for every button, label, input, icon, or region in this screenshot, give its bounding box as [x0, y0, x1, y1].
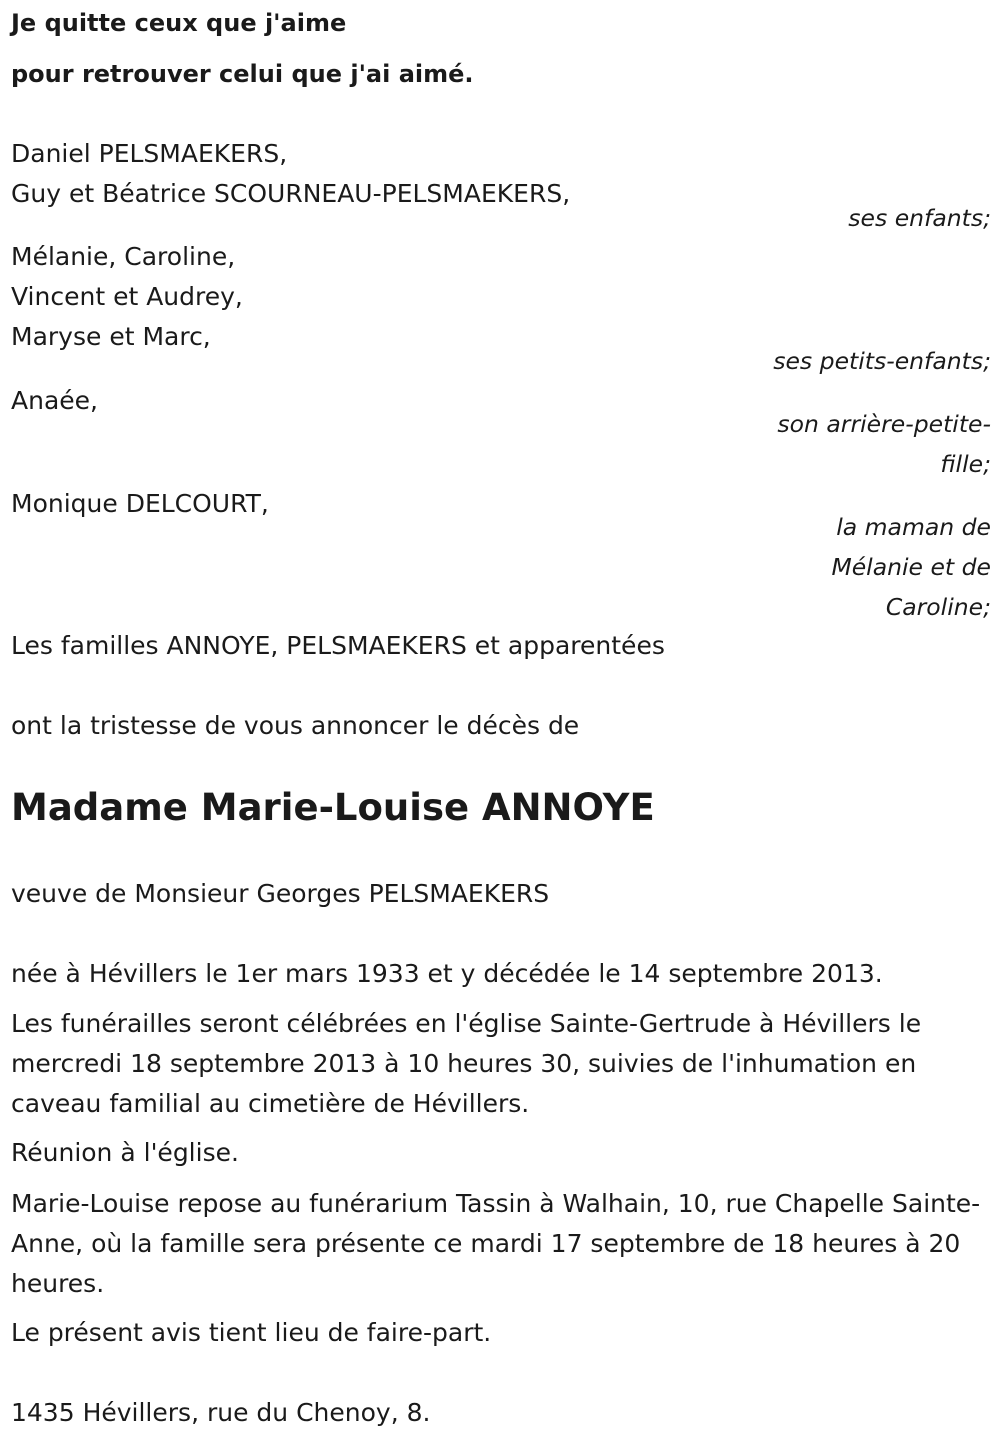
epigraph-line-2: pour retrouver celui que j'ai aimé.	[11, 60, 474, 88]
mother-relation-line-2: Mélanie et de	[831, 553, 991, 581]
address-line: 1435 Hévillers, rue du Chenoy, 8.	[11, 1398, 431, 1427]
great-grandchild-names	[11, 381, 98, 421]
mother-relation-line-3: Caroline;	[885, 593, 991, 621]
widow-of-line: veuve de Monsieur Georges PELSMAEKERS	[11, 879, 550, 908]
child-name: Guy et Béatrice SCOURNEAU-PELSMAEKERS,	[11, 179, 571, 208]
children-relation: ses enfants;	[848, 204, 991, 232]
announcement-line: ont la tristesse de vous annoncer le décès de	[11, 711, 580, 740]
obituary-notice	[11, 0, 991, 1448]
mother-names	[11, 484, 269, 524]
viewing-paragraph: Marie-Louise repose au funérarium Tassin à Walhain, 10, rue Chapelle Sainte-Anne, où la famille sera présente ce mardi 17 septembre de 18 heures à 20 heures.	[11, 1189, 981, 1298]
families-line: Les familles ANNOYE, PELSMAEKERS et apparentées	[11, 631, 665, 660]
grandchildren-relation: ses petits-enfants;	[773, 347, 991, 375]
birth-death-line: née à Hévillers le 1er mars 1933 et y décédée le 14 septembre 2013.	[11, 959, 883, 988]
mother-relation-line-1: la maman de	[836, 513, 991, 541]
great-grandchild-relation	[777, 404, 991, 484]
meeting-line: Réunion à l'église.	[11, 1138, 239, 1167]
mother-relation	[831, 507, 991, 627]
children-names	[11, 134, 570, 214]
great-grandchild-relation-line-2: fille;	[940, 450, 991, 478]
great-grandchild-name: Anaée,	[11, 386, 98, 415]
epigraph-line-1: Je quitte ceux que j'aime	[11, 9, 347, 37]
deceased-name: Madame Marie-Louise ANNOYE	[11, 786, 655, 829]
funeral-paragraph: Les funérailles seront célébrées en l'église Sainte-Gertrude à Hévillers le mercredi 18 septembre 2013 à 10 heures 30, suivies de l'inhumation en caveau familial au cimetière de Hévillers.	[11, 1009, 922, 1118]
mother-name: Monique DELCOURT,	[11, 489, 269, 518]
grandchild-name: Mélanie, Caroline,	[11, 242, 236, 271]
grandchildren-names	[11, 237, 243, 357]
child-name: Daniel PELSMAEKERS,	[11, 139, 288, 168]
grandchild-name: Vincent et Audrey,	[11, 282, 243, 311]
great-grandchild-relation-line-1: son arrière-petite-	[777, 410, 991, 438]
notice-line: Le présent avis tient lieu de faire-part.	[11, 1318, 492, 1347]
grandchild-name: Maryse et Marc,	[11, 322, 211, 351]
